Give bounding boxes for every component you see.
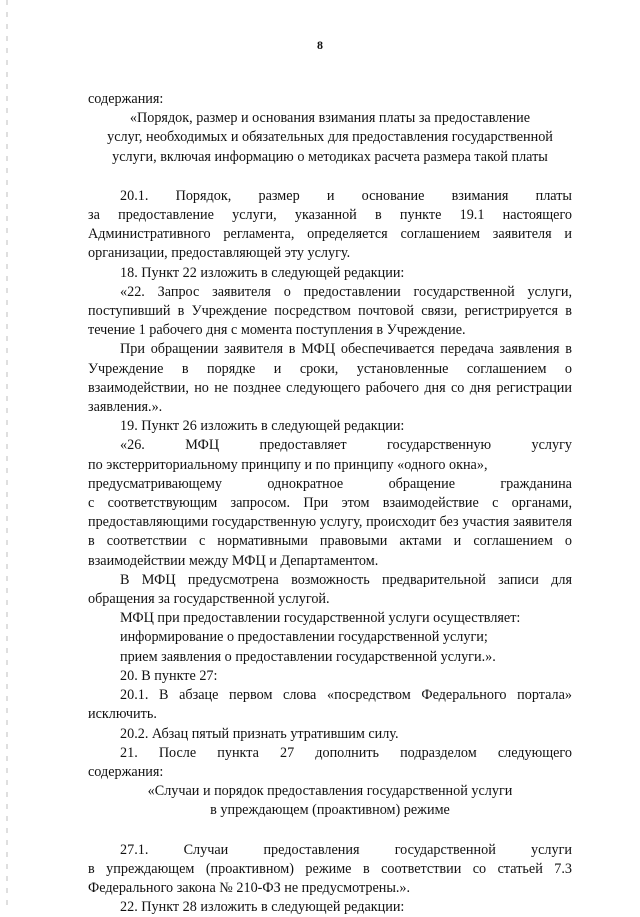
word: Порядок, xyxy=(175,187,232,204)
paragraph-26-line3 xyxy=(88,475,572,494)
word: предоставляет xyxy=(259,437,347,454)
paragraph-26-item-1: информирование о предоставлении государственной услуги; xyxy=(120,629,488,646)
paragraph-20-1-rest: за предоставление услуги, указанной в пункте 19.1 настоящего Административного регламента, определяется соглашением заявителя и организации, предоставляющей эту услугу. xyxy=(88,207,572,262)
word: 27 xyxy=(280,744,295,761)
word: 21. xyxy=(120,744,138,761)
heading-line: в упреждающем (проактивном) режиме xyxy=(210,802,450,819)
word: обращение xyxy=(388,475,455,492)
word: пункта xyxy=(217,744,259,761)
word: дополнить xyxy=(315,744,380,761)
paragraph-26-prelim: В МФЦ предусмотрена возможность предварительной записи для обращения за государственной услугой. xyxy=(88,571,572,608)
word: следующего xyxy=(497,744,572,761)
word: государственной xyxy=(394,841,496,858)
word: размер xyxy=(258,187,300,204)
heading-line: «Случаи и порядок предоставления государственной услуги xyxy=(147,783,513,800)
heading-line: услуг, необходимых и обязательных для предоставления государственной xyxy=(107,129,553,146)
paragraph-26-mfc-does: МФЦ при предоставлении государственной услуги осуществляет: xyxy=(120,610,521,627)
word: услуги xyxy=(531,841,572,858)
section-heading-proactive xyxy=(88,782,572,820)
word: платы xyxy=(535,187,572,204)
paragraph-20: 20. В пункте 27: xyxy=(120,667,218,684)
paragraph-21-first-line xyxy=(88,744,572,763)
word: гражданина xyxy=(500,475,572,492)
paragraph-26-rest: с соответствующим запросом. При этом взаимодействие с органами, предоставляющими государственную услугу, происходит без участия заявителя в соответствии с нормативными правовыми актами и соглашением о взаимодействии между МФЦ и Департаментом. xyxy=(88,495,572,569)
word: После xyxy=(158,744,197,761)
paragraph-27-1-first-line xyxy=(88,841,572,860)
word: подразделом xyxy=(400,744,477,761)
paragraph-20-1-first-line xyxy=(88,187,572,206)
paragraph-26-line2: по экстерриториальному принципу и по принципу «одного окна», xyxy=(88,456,488,473)
word: государственную xyxy=(386,437,492,454)
word: МФЦ xyxy=(185,437,220,454)
word: услугу xyxy=(531,437,572,454)
scan-edge-artifact xyxy=(6,0,8,905)
word: основание xyxy=(361,187,425,204)
intro-line: содержания: xyxy=(88,91,164,107)
paragraph-27-1-rest: в упреждающем (проактивном) режиме в соответствии со статьей 7.3 Федерального закона № 210-ФЗ не предусмотрены.». xyxy=(88,860,572,896)
word: предоставления xyxy=(263,841,360,858)
word: 20.1. xyxy=(120,187,149,204)
paragraph-20-2: 20.2. Абзац пятый признать утратившим силу. xyxy=(120,725,399,742)
paragraph-18: 18. Пункт 22 изложить в следующей редакции: xyxy=(120,264,405,281)
word: и xyxy=(326,187,335,204)
word: однократное xyxy=(267,475,344,492)
word: Случаи xyxy=(183,841,229,858)
paragraph-19: 19. Пункт 26 изложить в следующей редакции: xyxy=(120,418,405,435)
paragraph-20-1b: 20.1. В абзаце первом слова «посредством Федерального портала» исключить. xyxy=(88,687,572,723)
heading-line: «Порядок, размер и основания взимания платы за предоставление xyxy=(129,110,531,127)
paragraph-26-item-2: прием заявления о предоставлении государственной услуги.». xyxy=(120,648,496,665)
section-heading-fees xyxy=(88,109,572,167)
word: взимания xyxy=(451,187,509,204)
paragraph-26-first-line xyxy=(88,436,572,455)
paragraph-22-quote: «22. Запрос заявителя о предоставлении государственной услуги, поступивший в Учреждение посредством почтовой связи, регистрируется в течение 1 рабочего дня с момента поступления в Учреждение. xyxy=(88,283,572,339)
page-number: 8 xyxy=(317,38,323,52)
word: предусматривающему xyxy=(88,475,222,492)
document-body xyxy=(88,90,572,917)
word: 27.1. xyxy=(120,841,149,858)
heading-line: услуги, включая информацию о методиках расчета размера такой платы xyxy=(112,148,548,165)
word: «26. xyxy=(120,437,145,454)
paragraph-22b: 22. Пункт 28 изложить в следующей редакции: xyxy=(120,899,405,916)
paragraph-21-rest: содержания: xyxy=(88,763,164,780)
paragraph-22-mfc: При обращении заявителя в МФЦ обеспечивается передача заявления в Учреждение в порядке и сроки, установленные соглашением о взаимодействии, но не позднее следующего рабочего дня со дня регистрации заявления.». xyxy=(88,341,572,416)
